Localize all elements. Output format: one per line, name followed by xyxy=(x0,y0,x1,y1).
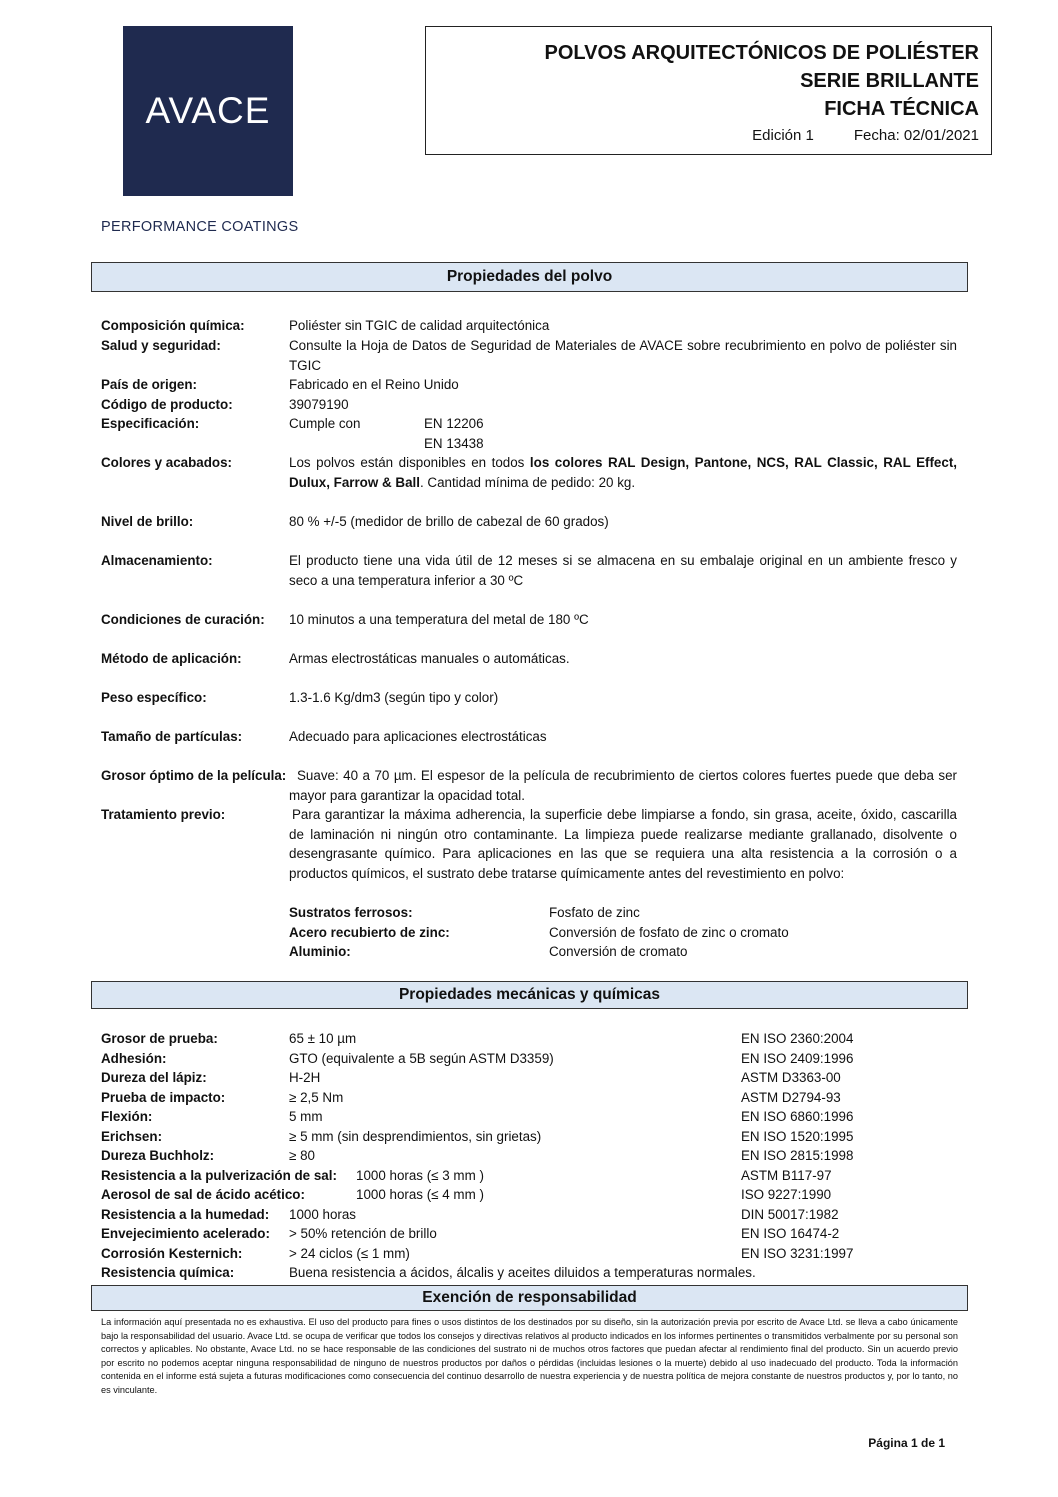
mech-row xyxy=(101,1166,957,1186)
section-header-powder: Propiedades del polvo xyxy=(91,262,968,292)
row-storage xyxy=(101,551,957,591)
row-composition xyxy=(101,316,957,336)
mech-value: > 50% retención de brillo xyxy=(289,1226,437,1241)
substrate-row xyxy=(101,903,957,923)
value-colors xyxy=(289,453,957,492)
row-gloss xyxy=(101,512,957,532)
substrate-row xyxy=(101,942,957,962)
mech-standard: ISO 9227:1990 xyxy=(741,1187,832,1202)
label-colors: Colores y acabados: xyxy=(101,455,232,470)
section-header-mechanical: Propiedades mecánicas y químicas xyxy=(91,981,968,1009)
mech-label: Aerosol de sal de ácido acético: xyxy=(101,1187,305,1202)
mech-standard: EN ISO 2360:2004 xyxy=(741,1031,854,1046)
label-specification: Especificación: xyxy=(101,416,200,431)
mech-row xyxy=(101,1185,957,1205)
label-storage: Almacenamiento: xyxy=(101,553,213,568)
mech-value: ≥ 2,5 Nm xyxy=(289,1090,344,1105)
spec-standard-1: EN 12206 xyxy=(424,416,484,431)
substrate-row xyxy=(101,923,957,943)
label-curing: Condiciones de curación: xyxy=(101,612,265,627)
row-health xyxy=(101,336,957,376)
mech-label: Resistencia a la humedad: xyxy=(101,1207,270,1222)
row-thickness xyxy=(101,766,957,806)
label-health: Salud y seguridad: xyxy=(101,338,221,353)
edition-date xyxy=(426,127,979,144)
mech-standard: ASTM D2794-93 xyxy=(741,1090,841,1105)
mech-label: Erichsen: xyxy=(101,1129,163,1144)
mech-row xyxy=(101,1049,957,1069)
value-curing: 10 minutos a una temperatura del metal de 180 ºC xyxy=(289,612,589,627)
row-weight xyxy=(101,688,957,708)
mech-row xyxy=(101,1029,957,1049)
label-weight: Peso específico: xyxy=(101,690,207,705)
disclaimer-text: La información aquí presentada no es exhaustiva. El uso del producto para fines o usos distintos de los destinados por su diseño, sin la autorización previa por escrito de Avace Ltd. se lleva a cabo únicamente bajo la responsabilidad del usuario. Avace Ltd. se ocupa de verificar que todos los consejos y directivas relativos al producto indicados en los informes pertinentes o transmitidos verbalmente por su personal son correctos y aplicables. No obstante, Avace Ltd. no se hace responsable de las condiciones del sustrato ni de muchos otros factores que puedan afectar al rendimiento final del producto. Sin un acuerdo previo por escrito no podemos aceptar ninguna responsabilidad de ninguno de nuestros productos por daños o pérdidas (incluidas lesiones o la muerte) debido al uso inadecuado del producto. Toda la información contenida en el informe está sujeta a futuras modificaciones como consecuencia del continuo desarrollo de nuestra experiencia y de nuestra política de mejora constante de nuestros productos y, por lo tanto, no es vinculante. xyxy=(101,1317,958,1395)
mech-label: Dureza Buchholz: xyxy=(101,1148,215,1163)
mech-value: Buena resistencia a ácidos, álcalis y aceites diluidos a temperaturas normales. xyxy=(289,1265,756,1280)
label-method: Método de aplicación: xyxy=(101,651,242,666)
mech-row xyxy=(101,1244,957,1264)
label-thickness: Grosor óptimo de la película: xyxy=(101,768,287,783)
mech-row xyxy=(101,1263,957,1283)
mech-standard: DIN 50017:1982 xyxy=(741,1207,839,1222)
label-pretreatment: Tratamiento previo: xyxy=(101,807,226,822)
mech-label: Envejecimiento acelerado: xyxy=(101,1226,270,1241)
colors-text-bold: los colores RAL Design, Pantone, NCS, RAL Classic, RAL Effect, Dulux, Farrow & Ball xyxy=(289,455,957,490)
value-weight: 1.3-1.6 Kg/dm3 (según tipo y color) xyxy=(289,690,499,705)
value-origin: Fabricado en el Reino Unido xyxy=(289,377,459,392)
value-pretreatment: Para garantizar la máxima adherencia, la superficie debe limpiarse a fondo, sin grasa, aceite, óxido, cascarilla de laminación ni ningún otro contaminante. La limpieza puede realizarse mediante grallanado, disolvente o desengrasante químico. Para aplicaciones en las que se requiera una alta resistencia a la corrosión o a productos químicos, el sustrato debe tratarse químicamente antes del revestimiento en polvo: xyxy=(289,807,957,881)
mech-row xyxy=(101,1068,957,1088)
title-line-1: POLVOS ARQUITECTÓNICOS DE POLIÉSTER xyxy=(544,42,979,64)
substrate-value: Fosfato de zinc xyxy=(549,905,640,920)
mech-label: Dureza del lápiz: xyxy=(101,1070,207,1085)
mech-standard: ASTM B117-97 xyxy=(741,1168,832,1183)
row-origin xyxy=(101,375,957,395)
title-line-3: FICHA TÉCNICA xyxy=(824,98,979,120)
mech-value: 5 mm xyxy=(289,1109,323,1124)
mech-value: ≥ 80 xyxy=(289,1148,315,1163)
row-specification xyxy=(101,414,957,454)
mech-value: > 24 ciclos (≤ 1 mm) xyxy=(289,1246,410,1261)
edition: Edición 1 xyxy=(752,127,814,144)
mech-value: 1000 horas (≤ 4 mm ) xyxy=(356,1187,484,1202)
label-origin: País de origen: xyxy=(101,377,197,392)
value-composition: Poliéster sin TGIC de calidad arquitectónica xyxy=(289,318,550,333)
substrate-value: Conversión de fosfato de zinc o cromato xyxy=(549,925,789,940)
value-storage: El producto tiene una vida útil de 12 meses si se almacena en su embalaje original en un ambiente fresco y seco a una temperatura inferior a 30 ºC xyxy=(289,553,957,588)
mech-standard: EN ISO 1520:1995 xyxy=(741,1129,854,1144)
mech-standard: EN ISO 2409:1996 xyxy=(741,1051,854,1066)
row-product-code xyxy=(101,395,957,415)
mech-label: Corrosión Kesternich: xyxy=(101,1246,243,1261)
logo-text: AVACE xyxy=(145,90,271,131)
row-curing xyxy=(101,610,957,630)
spec-standard-2: EN 13438 xyxy=(424,436,484,451)
value-product-code: 39079190 xyxy=(289,397,349,412)
substrate-label: Acero recubierto de zinc: xyxy=(289,925,450,940)
mech-label: Resistencia a la pulverización de sal: xyxy=(101,1168,337,1183)
mech-label: Flexión: xyxy=(101,1109,153,1124)
mech-value: 1000 horas xyxy=(289,1207,357,1222)
value-specification: Cumple con xyxy=(289,416,361,431)
label-particle: Tamaño de partículas: xyxy=(101,729,243,744)
value-health: Consulte la Hoja de Datos de Seguridad de Materiales de AVACE sobre recubrimiento en polvo de poliéster sin TGIC xyxy=(289,338,957,373)
label-product-code: Código de producto: xyxy=(101,397,233,412)
substrate-label: Sustratos ferrosos: xyxy=(289,905,413,920)
value-method: Armas electrostáticas manuales o automáticas. xyxy=(289,651,570,666)
label-composition: Composición química: xyxy=(101,318,245,333)
mech-value: H-2H xyxy=(289,1070,321,1085)
mech-value: GTO (equivalente a 5B según ASTM D3359) xyxy=(289,1051,554,1066)
mech-label: Grosor de prueba: xyxy=(101,1031,218,1046)
title-line-2: SERIE BRILLANTE xyxy=(800,70,979,92)
mech-standard: EN ISO 2815:1998 xyxy=(741,1148,854,1163)
mech-row xyxy=(101,1146,957,1166)
label-gloss: Nivel de brillo: xyxy=(101,514,194,529)
mech-standard: EN ISO 3231:1997 xyxy=(741,1246,854,1261)
mech-row xyxy=(101,1127,957,1147)
logo-tagline: PERFORMANCE COATINGS xyxy=(101,219,299,235)
mech-value: 65 ± 10 µm xyxy=(289,1031,357,1046)
value-gloss: 80 % +/-5 (medidor de brillo de cabezal de 60 grados) xyxy=(289,514,609,529)
colors-text-pre: Los polvos están disponibles en todos xyxy=(289,455,530,470)
mech-label: Adhesión: xyxy=(101,1051,167,1066)
row-pretreatment xyxy=(101,805,957,905)
section-header-disclaimer: Exención de responsabilidad xyxy=(91,1285,968,1311)
mech-row xyxy=(101,1205,957,1225)
mech-value: ≥ 5 mm (sin desprendimientos, sin grietas) xyxy=(289,1129,542,1144)
substrate-label: Aluminio: xyxy=(289,944,351,959)
document-title-box xyxy=(425,26,992,155)
mech-row xyxy=(101,1224,957,1244)
date: Fecha: 02/01/2021 xyxy=(853,127,979,144)
mech-standard: EN ISO 16474-2 xyxy=(741,1226,840,1241)
mech-row xyxy=(101,1107,957,1127)
mech-value: 1000 horas (≤ 3 mm ) xyxy=(356,1168,484,1183)
mech-standard: ASTM D3363-00 xyxy=(741,1070,841,1085)
substrate-value: Conversión de cromato xyxy=(549,944,688,959)
mech-row xyxy=(101,1088,957,1108)
row-particle xyxy=(101,727,957,747)
mech-label: Resistencia química: xyxy=(101,1265,235,1280)
avace-logo xyxy=(123,26,293,196)
mech-label: Prueba de impacto: xyxy=(101,1090,226,1105)
page-number: Página 1 de 1 xyxy=(868,1436,945,1450)
row-method xyxy=(101,649,957,669)
mech-standard: EN ISO 6860:1996 xyxy=(741,1109,854,1124)
value-thickness: Suave: 40 a 70 µm. El espesor de la película de recubrimiento de ciertos colores fuertes puede que deba ser mayor para garantizar la opacidad total. xyxy=(289,768,957,803)
row-colors xyxy=(101,453,957,493)
value-particle: Adecuado para aplicaciones electrostáticas xyxy=(289,729,547,744)
colors-text-post: . Cantidad mínima de pedido: 20 kg. xyxy=(419,474,636,490)
